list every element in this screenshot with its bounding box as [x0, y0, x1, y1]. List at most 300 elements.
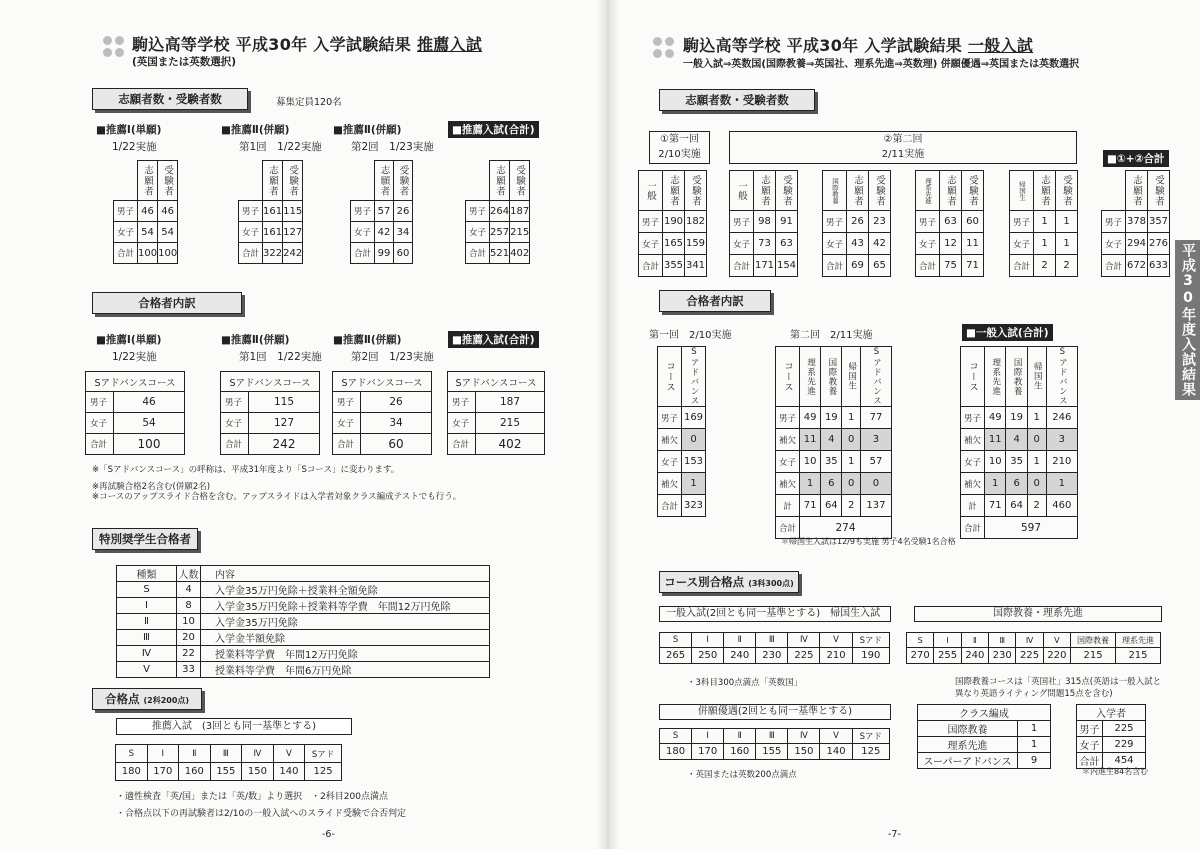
row-label: 女子	[448, 413, 476, 434]
pass-table	[447, 371, 545, 455]
score-head: Ⅰ	[147, 745, 179, 763]
col-head: 受験者	[1056, 171, 1078, 211]
section-applicants: 志願者数・受験者数	[92, 88, 248, 110]
p2-label: 第二回 2/11実施	[790, 330, 873, 341]
cell: 127	[283, 222, 303, 243]
row-label: 合計	[776, 517, 800, 539]
row-label: 女子	[221, 413, 249, 434]
score-kokusai-rikei	[906, 632, 1161, 664]
row-label: 合計	[823, 255, 847, 277]
score-head: S	[660, 729, 692, 744]
row-label: 男子	[639, 211, 663, 233]
score-head: S	[907, 633, 934, 648]
row-label: 男子	[730, 211, 754, 233]
row-label: 女子	[639, 233, 663, 255]
cell: 1	[1056, 211, 1078, 233]
right-page-subtitle: 一般入試⇒英数国(国際教養⇒英国社、理系先進⇒英数理) 併願優遇⇒英国または英数選択	[683, 59, 1080, 70]
cell: 57	[375, 201, 394, 222]
applicant-table-general	[638, 170, 707, 277]
sch-head: 人数	[177, 566, 201, 582]
sch-count: 20	[177, 630, 201, 646]
applicant-table-general	[729, 170, 798, 277]
score-head: Ⅴ	[820, 633, 852, 648]
col-head: コース	[961, 347, 985, 407]
applicant-table	[113, 160, 178, 264]
score-value: 190	[852, 648, 889, 664]
ent-label: 合計	[1077, 753, 1103, 769]
row-label: 男子	[1010, 211, 1034, 233]
row-label: 補欠	[961, 429, 985, 451]
group-head: 一般	[639, 171, 663, 211]
cell: 264	[490, 201, 510, 222]
group-head: 国際教養	[823, 171, 847, 211]
cell: 91	[776, 211, 798, 233]
pass-note-general: ＊帰国生入試は12/9も実施 男子4名受験1名合格	[781, 537, 956, 546]
sch-type: Ⅲ	[117, 630, 177, 646]
cell: 71	[985, 495, 1006, 517]
col-head: 志願者	[490, 161, 510, 201]
cell: 402	[476, 434, 545, 455]
score-value: 140	[273, 763, 305, 781]
p3-label: ■一般入試(合計)	[962, 324, 1053, 341]
cell: 3	[1046, 429, 1077, 451]
cell: 98	[754, 211, 776, 233]
class-name: 理系先進	[918, 737, 1018, 753]
row-label: 男子	[239, 201, 263, 222]
sch-head: 内容	[201, 566, 490, 582]
score-head: Sアド	[852, 729, 889, 744]
pass-note: ※再試験合格2名含む(併願2名)	[92, 482, 211, 492]
s2-title: 国際教養・理系先進	[914, 606, 1162, 622]
col-head: 理系先進	[985, 347, 1006, 407]
col-head: 受験者	[962, 171, 984, 211]
cell: 73	[754, 233, 776, 255]
group-name: ■推薦入試(合計)	[448, 121, 539, 138]
applicant-table-general	[1101, 170, 1170, 277]
pass-table	[220, 371, 320, 455]
cell: 161	[263, 222, 283, 243]
score-value: 220	[1043, 648, 1070, 664]
score-value: 225	[788, 648, 820, 664]
col-head: 志願者	[1126, 171, 1148, 211]
cell: 99	[375, 243, 394, 264]
sch-content: 入学金半額免除	[201, 630, 490, 646]
score-head: Ⅴ	[273, 745, 305, 763]
group-date: 第1回 1/22実施	[239, 141, 322, 153]
col-head: 国際教養	[1006, 347, 1027, 407]
cell: 182	[685, 211, 707, 233]
score-heigan	[659, 728, 890, 760]
row-label: 合計	[1102, 255, 1126, 277]
cell: 242	[249, 434, 320, 455]
score-head: Ⅴ	[820, 729, 852, 744]
s1-title: 一般入試(2回とも同一基準とする) 帰国生入試	[659, 606, 891, 622]
cell: 12	[940, 233, 962, 255]
title-dots-icon	[653, 37, 674, 58]
binding-gutter	[597, 0, 619, 849]
col-head: 帰国生	[842, 347, 861, 407]
group-head: 一般	[730, 171, 754, 211]
score-value: 125	[852, 744, 889, 760]
row-label: 合計	[221, 434, 249, 455]
score-value: 215	[1115, 648, 1160, 664]
cell: 34	[394, 222, 413, 243]
cell: 187	[476, 392, 545, 413]
row-label: 男子	[961, 407, 985, 429]
score-head: Ⅳ	[1016, 633, 1043, 648]
cell: 0	[1027, 473, 1046, 495]
row-label: 計	[776, 495, 800, 517]
sch-content: 入学金35万円免除＋授業料等学費 年間12万円免除	[201, 598, 490, 614]
group-name: ■推薦入試(合計)	[448, 331, 539, 348]
row-label: 女子	[114, 222, 138, 243]
score-value: 170	[692, 744, 724, 760]
left-page-title: 駒込高等学校 平成30年 入学試験結果 推薦入試	[132, 35, 483, 54]
group-date: 第1回 1/22実施	[239, 351, 322, 363]
pass-table	[332, 371, 432, 455]
col-head: 受験者	[869, 171, 891, 211]
score-note: ・合格点以下の再試験者は2/10の一般入試へのスライド受験で合否判定	[116, 809, 406, 819]
ent-label: 男子	[1077, 721, 1103, 737]
row-label: 補欠	[776, 473, 800, 495]
cell: 26	[394, 201, 413, 222]
right-page-title: 駒込高等学校 平成30年 入学試験結果 一般入試	[683, 36, 1034, 55]
cell: 64	[1006, 495, 1027, 517]
section-course-score: コース別合格点 (3科300点)	[659, 571, 799, 593]
cell: 171	[754, 255, 776, 277]
sch-type: Ⅰ	[117, 598, 177, 614]
col-head: 帰国生	[1027, 347, 1046, 407]
score-head: Ⅱ	[724, 633, 756, 648]
cell: 355	[663, 255, 685, 277]
score-head: S	[116, 745, 148, 763]
col-head: コース	[776, 347, 800, 407]
cell: 54	[138, 222, 158, 243]
cell: 190	[663, 211, 685, 233]
cell: 35	[821, 451, 842, 473]
col-head: 受験者	[510, 161, 530, 201]
score-head: Ⅲ	[210, 745, 242, 763]
cell: 4	[1006, 429, 1027, 451]
section-passing-score: 合格点 (2科200点)	[92, 688, 202, 710]
cell: 10	[985, 451, 1006, 473]
cell: 60	[394, 243, 413, 264]
row-label: 合計	[333, 434, 361, 455]
row-label: 女子	[1010, 233, 1034, 255]
score-head: Ⅲ	[756, 729, 788, 744]
s3-title: 併願優遇(2回とも同一基準とする)	[659, 704, 891, 720]
cell: 63	[776, 233, 798, 255]
cell: 42	[869, 233, 891, 255]
s3-note: ・英国または英数200点満点	[687, 770, 797, 780]
round1-box: ①第一回 2/10実施	[649, 131, 710, 164]
cell: 1	[1027, 407, 1046, 429]
row-label: 補欠	[961, 473, 985, 495]
score-head: Ⅳ	[788, 633, 820, 648]
capacity-label: 募集定員120名	[276, 97, 342, 108]
sch-head: 種類	[117, 566, 177, 582]
row-label: 合計	[239, 243, 263, 264]
row-label: 女子	[1102, 233, 1126, 255]
col-head: 受験者	[158, 161, 178, 201]
cell: 0	[842, 429, 861, 451]
row-label: 合計	[961, 517, 985, 539]
cell: 11	[962, 233, 984, 255]
cell: 460	[1046, 495, 1077, 517]
cell: 26	[847, 211, 869, 233]
cell: 60	[361, 434, 432, 455]
cell: 521	[490, 243, 510, 264]
cell: 127	[249, 413, 320, 434]
section-passers-general: 合格者内訳	[659, 290, 771, 312]
cell: 633	[1148, 255, 1170, 277]
score-head: Sアド	[852, 633, 889, 648]
group-name: ■推薦Ⅰ(単願)	[96, 334, 162, 346]
score-head: S	[660, 633, 692, 648]
score-value: 160	[724, 744, 756, 760]
ent-label: 女子	[1077, 737, 1103, 753]
pass-table	[85, 371, 185, 455]
col-head: 志願者	[263, 161, 283, 201]
cell: 69	[847, 255, 869, 277]
cell: 137	[860, 495, 891, 517]
ent-count: 454	[1103, 753, 1146, 769]
cell: 1	[1056, 233, 1078, 255]
side-tab: 平成30年度入試結果	[1175, 240, 1200, 400]
group-head: 理系先進	[916, 171, 940, 211]
row-label: 合計	[730, 255, 754, 277]
row-label: 男子	[221, 392, 249, 413]
cell: 63	[940, 211, 962, 233]
cell: 2	[842, 495, 861, 517]
cell: 215	[476, 413, 545, 434]
score-value: 265	[660, 648, 692, 664]
row-label: 男子	[823, 211, 847, 233]
score-value: 210	[820, 648, 852, 664]
page-number-right: -7-	[888, 829, 901, 840]
ent-count: 229	[1103, 737, 1146, 753]
cell-total: 597	[985, 517, 1078, 539]
score-head: Sアド	[305, 745, 342, 763]
score-value: 140	[820, 744, 852, 760]
cell: 11	[800, 429, 821, 451]
row-label: 男子	[658, 407, 682, 429]
group-name: ■推薦Ⅱ(併願)	[221, 334, 290, 346]
left-page-subtitle: (英国または英数選択)	[132, 56, 237, 68]
group-name: ■推薦Ⅱ(併願)	[333, 124, 402, 136]
score-value: 230	[756, 648, 788, 664]
row-label: 男子	[448, 392, 476, 413]
cell: 35	[1006, 451, 1027, 473]
cell: 210	[1046, 451, 1077, 473]
row-label: 女子	[351, 222, 375, 243]
row-label: 男子	[1102, 211, 1126, 233]
col-head: 志願者	[940, 171, 962, 211]
s2-note: 異なり英語ライティング問題15点を含む)	[955, 689, 1113, 699]
group-head	[1102, 171, 1126, 211]
score-head: Ⅲ	[756, 633, 788, 648]
scholarship-table	[116, 565, 490, 678]
cell: 2	[1027, 495, 1046, 517]
col-head: 志願者	[754, 171, 776, 211]
sch-type: Ⅱ	[117, 614, 177, 630]
score-head: Ⅰ	[692, 729, 724, 744]
pass-note: ※「Sアドバンスコース」の呼称は、平成31年度より「Sコース」に変わります。	[92, 465, 400, 475]
sch-type: S	[117, 582, 177, 598]
row-label: 男子	[351, 201, 375, 222]
score-head: Ⅴ	[1043, 633, 1070, 648]
row-label: 合計	[466, 243, 490, 264]
sch-count: 22	[177, 646, 201, 662]
cell: 115	[283, 201, 303, 222]
page-number-left: -6-	[322, 829, 335, 840]
cell: 65	[869, 255, 891, 277]
row-label: 男子	[466, 201, 490, 222]
row-label: 合計	[114, 243, 138, 264]
cell: 34	[361, 413, 432, 434]
group-date: 1/22実施	[112, 141, 157, 153]
row-label: 女子	[916, 233, 940, 255]
cell: 4	[821, 429, 842, 451]
group-name: ■推薦Ⅱ(併願)	[333, 334, 402, 346]
col-head: Sアドバンス	[1046, 347, 1077, 407]
cell: 1	[842, 451, 861, 473]
cell: 159	[685, 233, 707, 255]
cell: 60	[962, 211, 984, 233]
class-table	[917, 704, 1051, 769]
score-head: Ⅰ	[934, 633, 961, 648]
score-head: 国際教養	[1071, 633, 1116, 648]
score-general	[659, 632, 890, 664]
s2-note: 国際教養コースは「英国社」315点(英語は一般入試と	[955, 677, 1162, 687]
score-value: 150	[242, 763, 274, 781]
cell: 402	[510, 243, 530, 264]
row-label: 合計	[916, 255, 940, 277]
cell: 49	[985, 407, 1006, 429]
p1-label: 第一回 2/10実施	[649, 330, 732, 341]
cell: 3	[860, 429, 891, 451]
cell: 54	[158, 222, 178, 243]
score-head: Ⅱ	[724, 729, 756, 744]
row-label: 補欠	[658, 473, 682, 495]
cell: 42	[375, 222, 394, 243]
cell: 1	[1034, 211, 1056, 233]
cell: 672	[1126, 255, 1148, 277]
applicant-table-general	[1009, 170, 1078, 277]
score-title: 推薦入試 (3回とも同一基準とする)	[116, 718, 352, 735]
score-value: 125	[305, 763, 342, 781]
col-head: 受験者	[685, 171, 707, 211]
score-value: 225	[1016, 648, 1043, 664]
cell: 322	[263, 243, 283, 264]
cell: 23	[869, 211, 891, 233]
class-name: 国際教養	[918, 721, 1018, 737]
cell: 49	[800, 407, 821, 429]
score-value: 180	[660, 744, 692, 760]
cell: 6	[1006, 473, 1027, 495]
row-label: 男子	[114, 201, 138, 222]
section-passers: 合格者内訳	[92, 292, 242, 314]
applicant-table-general	[915, 170, 984, 277]
score-value: 150	[788, 744, 820, 760]
score-value: 255	[934, 648, 961, 664]
row-label: 合計	[1010, 255, 1034, 277]
group-name: ■推薦Ⅰ(単願)	[96, 124, 162, 136]
cell: 341	[685, 255, 707, 277]
cell: 1	[800, 473, 821, 495]
row-label: 男子	[916, 211, 940, 233]
col-head: 受験者	[394, 161, 413, 201]
row-label: 補欠	[658, 429, 682, 451]
cell: 1	[1046, 473, 1077, 495]
col-head: 志願者	[1034, 171, 1056, 211]
row-label: 女子	[466, 222, 490, 243]
score-head: Ⅳ	[788, 729, 820, 744]
cell: 64	[821, 495, 842, 517]
cell: 100	[114, 434, 185, 455]
cell: 100	[138, 243, 158, 264]
cell: 323	[682, 495, 706, 517]
class-count: 1	[1018, 721, 1051, 737]
cell: 169	[682, 407, 706, 429]
cell: 115	[249, 392, 320, 413]
pass-note: ※コースのアップスライド合格を含む。アップスライドは入学者対象クラス編成テストでも行う。	[92, 492, 462, 502]
score-value: 215	[1071, 648, 1116, 664]
cell: 11	[985, 429, 1006, 451]
applicant-table	[465, 160, 530, 264]
class-title: クラス編成	[918, 705, 1051, 721]
cell: 54	[114, 413, 185, 434]
cell: 0	[860, 473, 891, 495]
ent-title: 入学者	[1077, 705, 1146, 721]
cell: 71	[962, 255, 984, 277]
cell: 276	[1148, 233, 1170, 255]
cell: 0	[1027, 429, 1046, 451]
row-label: 女子	[823, 233, 847, 255]
row-label: 合計	[639, 255, 663, 277]
cell: 1	[682, 473, 706, 495]
group-date: 第2回 1/23実施	[351, 351, 434, 363]
cell: 75	[940, 255, 962, 277]
applicant-table-general	[822, 170, 891, 277]
row-label: 女子	[776, 451, 800, 473]
group-name: ■推薦Ⅱ(併願)	[221, 124, 290, 136]
cell: 2	[1034, 255, 1056, 277]
cell-total: 274	[800, 517, 892, 539]
sch-content: 授業料等学費 年間12万円免除	[201, 646, 490, 662]
course-head: Sアドバンスコース	[448, 372, 545, 392]
col-head: 志願者	[138, 161, 158, 201]
cell: 187	[510, 201, 530, 222]
sch-content: 入学金35万円免除	[201, 614, 490, 630]
class-name: スーパーアドバンス	[918, 753, 1018, 769]
cell: 357	[1148, 211, 1170, 233]
cell: 165	[663, 233, 685, 255]
cell: 246	[1046, 407, 1077, 429]
col-head: 志願者	[663, 171, 685, 211]
cell: 77	[860, 407, 891, 429]
entrants-table	[1076, 704, 1146, 769]
score-value: 180	[116, 763, 148, 781]
col-head: Sアドバンス	[860, 347, 891, 407]
row-label: 男子	[776, 407, 800, 429]
row-label: 合計	[448, 434, 476, 455]
sch-count: 8	[177, 598, 201, 614]
sch-count: 33	[177, 662, 201, 678]
score-value: 230	[989, 648, 1016, 664]
round2-box: ②第二回 2/11実施	[729, 131, 1077, 164]
group-head: 帰国生	[1010, 171, 1034, 211]
